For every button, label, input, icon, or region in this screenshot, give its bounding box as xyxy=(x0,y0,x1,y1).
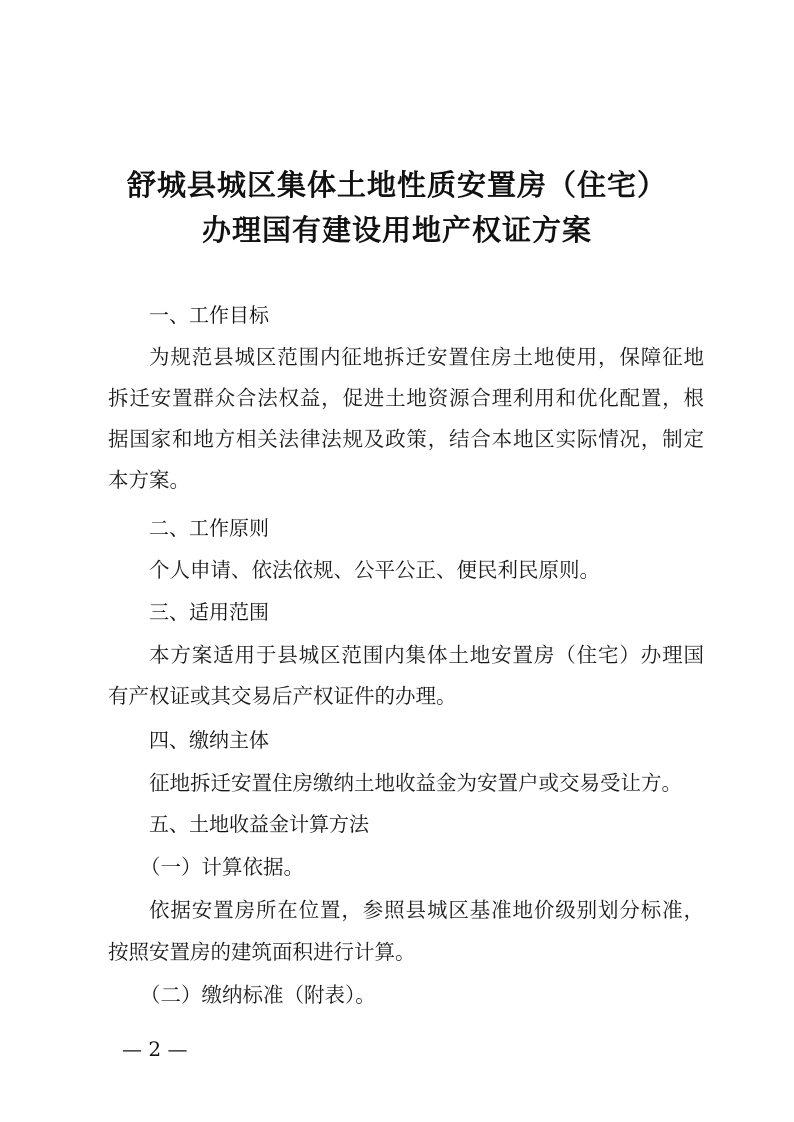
paragraph-line: 有产权证或其交易后产权证件的办理。 xyxy=(108,684,457,708)
paragraph-line: 为规范县城区范围内征地拆迁安置住房土地使用，保障征地 xyxy=(149,345,704,369)
paragraph-line: 拆迁安置群众合法权益，促进土地资源合理利用和优化配置，根 xyxy=(108,386,704,410)
subsection-heading-basis: （一）计算依据。 xyxy=(140,855,304,879)
paragraph-line: 征地拆迁安置住房缴纳土地收益金为安置户或交易受让方。 xyxy=(149,771,682,795)
section-heading-payer: 四、缴纳主体 xyxy=(149,728,269,752)
section-heading-work-goal: 一、工作目标 xyxy=(149,303,269,327)
paragraph-line: 按照安置房的建筑面积进行计算。 xyxy=(108,940,416,964)
paragraph-line: 个人申请、依法依规、公平公正、便民利民原则。 xyxy=(149,558,600,582)
page-number: — 2 — xyxy=(122,1037,188,1061)
section-heading-work-principle: 二、工作原则 xyxy=(149,516,269,540)
document-title-line-2: 办理国有建设用地产权证方案 xyxy=(201,213,592,247)
document-title-line-1: 舒城县城区集体土地性质安置房（住宅） xyxy=(126,168,667,202)
subsection-heading-standard: （二）缴纳标准（附表）。 xyxy=(140,983,376,1007)
paragraph-line: 本方案。 xyxy=(108,468,190,492)
section-heading-scope: 三、适用范围 xyxy=(149,600,269,624)
section-heading-calculation: 五、土地收益金计算方法 xyxy=(149,812,369,836)
paragraph-line: 据国家和地方相关法律法规及政策，结合本地区实际情况，制定 xyxy=(108,427,704,451)
paragraph-line: 本方案适用于县城区范围内集体土地安置房（住宅）办理国 xyxy=(149,643,704,667)
paragraph-line: 依据安置房所在位置，参照县城区基准地价级别划分标准， xyxy=(149,898,704,922)
